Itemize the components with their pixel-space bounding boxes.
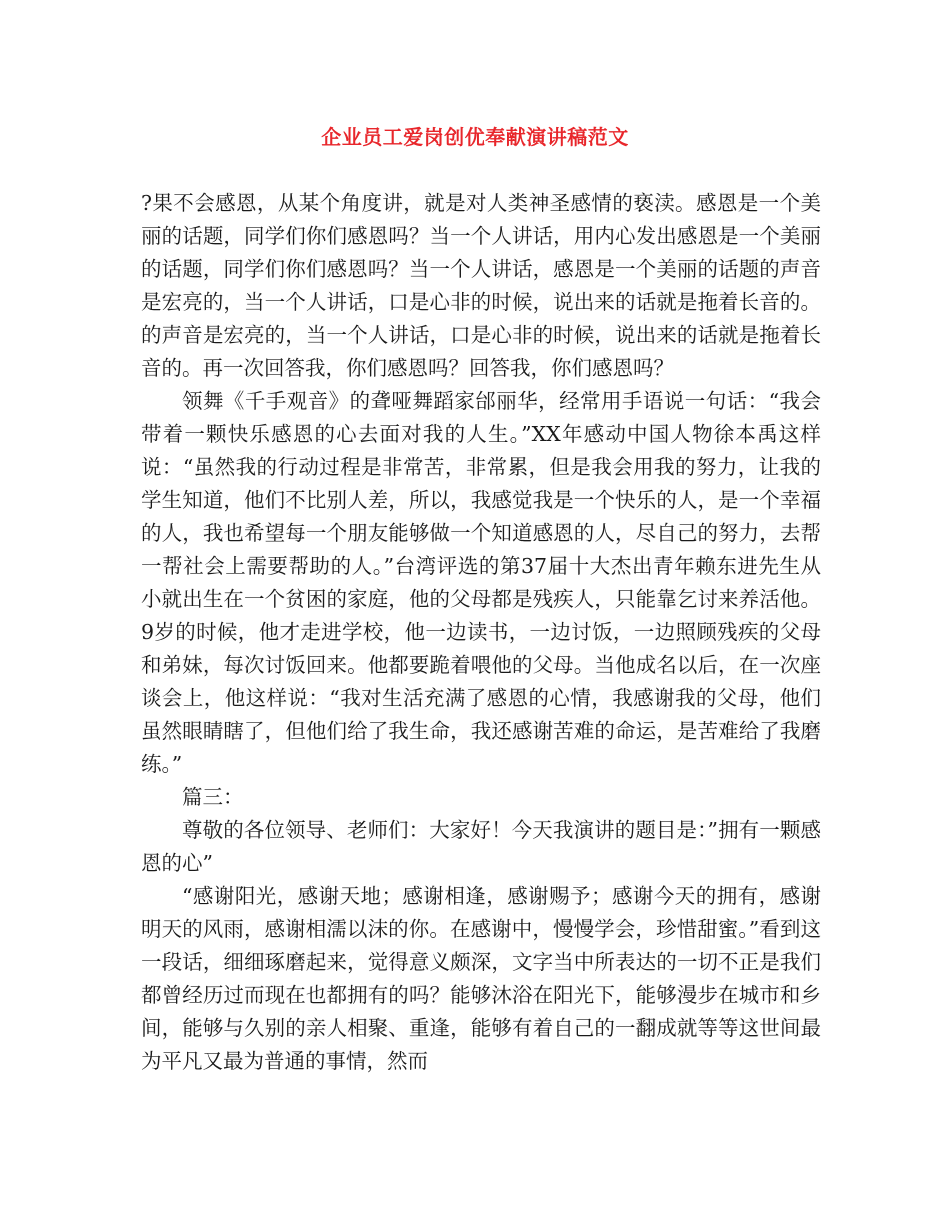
document-title: 企业员工爱岗创优奉献演讲稿范文	[321, 125, 629, 149]
paragraph-greeting: 尊敬的各位领导、老师们：大家好！今天我演讲的题目是：”拥有一颗感恩的心”	[141, 818, 821, 875]
paragraph-quote: “感谢阳光，感谢天地；感谢相逢，感谢赐予；感谢今天的拥有，感谢明天的风雨，感谢相濡以沫的你。在感谢中，慢慢学会，珍惜甜蜜。”看到这一段话，细细琢磨起来，觉得意义颇深，文字当中所表达的一切不正是我们都曾经历过而现在也都拥有的吗？能够沐浴在阳光下，能够漫步在城市和乡间，能够与久别的亲人相聚、重逢，能够有着自己的一翻成就等等这世间最为平凡又最为普通的事情，然而	[141, 884, 821, 1073]
paragraph-examples: 领舞《千手观音》的聋哑舞蹈家邰丽华，经常用手语说一句话：“我会带着一颗快乐感恩的心去面对我的人生。”XX年感动中国人物徐本禹这样说：“虽然我的行动过程是非常苦，非常累，但是我会用我的努力，让我的学生知道，他们不比别人差，所以，我感觉我是一个快乐的人，是一个幸福的人，我也希望每一个朋友能够做一个知道感恩的人，尽自己的努力，去帮一帮社会上需要帮助的人。”台湾评选的第37届十大杰出青年赖东进先生从小就出生在一个贫困的家庭，他的父母都是残疾人，只能靠乞讨来养活他。9岁的时候，他才走进学校，他一边读书，一边讨饭，一边照顾残疾的父母和弟妹，每次讨饭回来。他都要跪着喂他的父母。当他成名以后，在一次座谈会上，他这样说：“我对生活充满了感恩的心情，我感谢我的父母，他们虽然眼睛瞎了，但他们给了我生命，我还感谢苦难的命运，是苦难给了我磨练。”	[141, 389, 821, 776]
paragraph-intro: ?果不会感恩，从某个角度讲，就是对人类神圣感情的亵渎。感恩是一个美丽的话题，同学们你们感恩吗？当一个人讲话，用内心发出感恩是一个美丽的话题，同学们你们感恩吗？当一个人讲话，感恩是一个美丽的话题的声音是宏亮的，当一个人讲话，口是心非的时候，说出来的话就是拖着长音的。的声音是宏亮的，当一个人讲话，口是心非的时候，说出来的话就是拖着长音的。再一次回答我，你们感恩吗？回答我，你们感恩吗？	[141, 191, 821, 380]
section-heading: 篇三：	[182, 785, 244, 809]
document-body	[141, 187, 821, 1078]
